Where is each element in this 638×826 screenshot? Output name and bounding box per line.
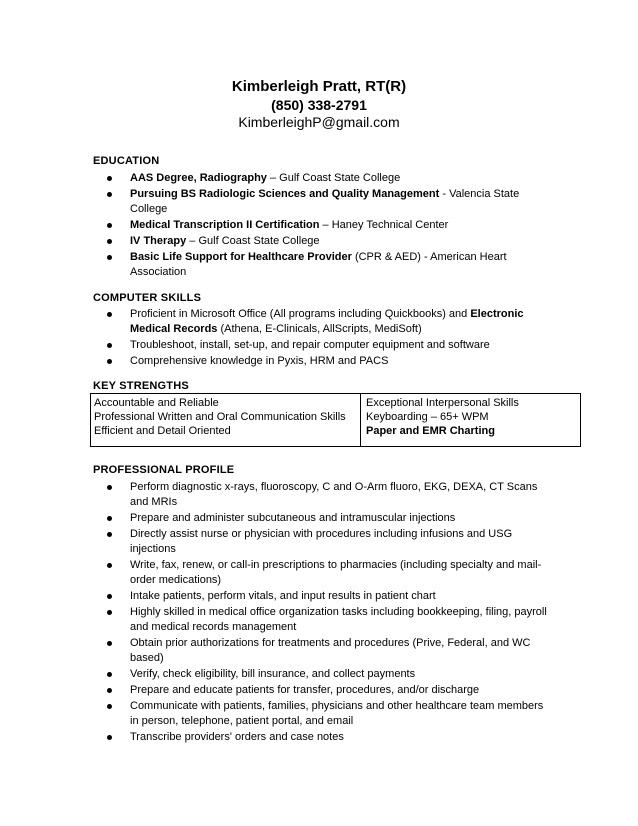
- bullet-icon: [107, 641, 112, 646]
- bullet-icon: [107, 532, 112, 537]
- list-item: Comprehensive knowledge in Pyxis, HRM and PACS: [93, 354, 553, 369]
- education-list: [93, 171, 553, 281]
- bullet-icon: [107, 594, 112, 599]
- list-item: Proficient in Microsoft Office (All programs including Quickbooks) and Electronic Medical Records (Athena, E-Clinicals, AllScripts, MediSoft): [93, 307, 553, 337]
- list-item: Verify, check eligibility, bill insurance, and collect payments: [93, 667, 553, 682]
- bullet-icon: [107, 516, 112, 521]
- list-item: Write, fax, renew, or call-in prescriptions to pharmacies (including specialty and mail-order medications): [93, 558, 553, 588]
- bullet-icon: [107, 563, 112, 568]
- key-strengths-table: [90, 393, 581, 447]
- strength-item: Paper and EMR Charting: [366, 425, 495, 437]
- list-item: AAS Degree, Radiography – Gulf Coast State College: [93, 171, 553, 186]
- bullet-icon: [107, 485, 112, 490]
- phone-number: (850) 338-2791: [271, 97, 367, 113]
- bullet-icon: [107, 255, 112, 260]
- professional-profile-list: [93, 480, 553, 746]
- strengths-right-column: [361, 394, 580, 446]
- bullet-icon: [107, 192, 112, 197]
- computer-skills-heading: COMPUTER SKILLS: [93, 292, 202, 304]
- strength-item: Efficient and Detail Oriented: [94, 425, 231, 437]
- list-item: Pursuing BS Radiologic Sciences and Quality Management - Valencia State College: [93, 187, 553, 217]
- strengths-left-column: [91, 394, 361, 446]
- list-item: Perform diagnostic x-rays, fluoroscopy, C and O-Arm fluoro, EKG, DEXA, CT Scans and MRIs: [93, 480, 553, 510]
- bullet-icon: [107, 343, 112, 348]
- education-heading: EDUCATION: [93, 155, 160, 167]
- strength-item: Professional Written and Oral Communication Skills: [94, 411, 346, 423]
- bullet-icon: [107, 688, 112, 693]
- list-item: Transcribe providers' orders and case notes: [93, 730, 553, 745]
- bullet-icon: [107, 735, 112, 740]
- list-item: Prepare and administer subcutaneous and intramuscular injections: [93, 511, 553, 526]
- strength-item: Accountable and Reliable: [94, 397, 219, 409]
- list-item: Troubleshoot, install, set-up, and repair computer equipment and software: [93, 338, 553, 353]
- bullet-icon: [107, 610, 112, 615]
- list-item: Intake patients, perform vitals, and input results in patient chart: [93, 589, 553, 604]
- list-item: Communicate with patients, families, physicians and other healthcare team members in person, telephone, patient portal, and email: [93, 699, 553, 729]
- list-item: Highly skilled in medical office organization tasks including bookkeeping, filing, payroll and medical records management: [93, 605, 553, 635]
- candidate-name: Kimberleigh Pratt, RT(R): [231, 78, 407, 95]
- list-item: Prepare and educate patients for transfer, procedures, and/or discharge: [93, 683, 553, 698]
- strength-item: Exceptional Interpersonal Skills: [366, 397, 519, 409]
- key-strengths-heading: KEY STRENGTHS: [93, 380, 189, 392]
- bullet-icon: [107, 704, 112, 709]
- professional-profile-heading: PROFESSIONAL PROFILE: [93, 464, 235, 476]
- bullet-icon: [107, 359, 112, 364]
- list-item: IV Therapy – Gulf Coast State College: [93, 234, 553, 249]
- bullet-icon: [107, 239, 112, 244]
- email-address: KimberleighP@gmail.com: [238, 114, 400, 130]
- bullet-icon: [107, 312, 112, 317]
- computer-skills-list: [93, 307, 553, 370]
- list-item: Basic Life Support for Healthcare Provider (CPR & AED) - American Heart Association: [93, 250, 553, 280]
- list-item: Obtain prior authorizations for treatments and procedures (Prive, Federal, and WC based): [93, 636, 553, 666]
- list-item: Medical Transcription II Certification – Haney Technical Center: [93, 218, 553, 233]
- bullet-icon: [107, 223, 112, 228]
- strength-item: Keyboarding – 65+ WPM: [366, 411, 489, 423]
- bullet-icon: [107, 672, 112, 677]
- list-item: Directly assist nurse or physician with procedures including infusions and USG injections: [93, 527, 553, 557]
- bullet-icon: [107, 176, 112, 181]
